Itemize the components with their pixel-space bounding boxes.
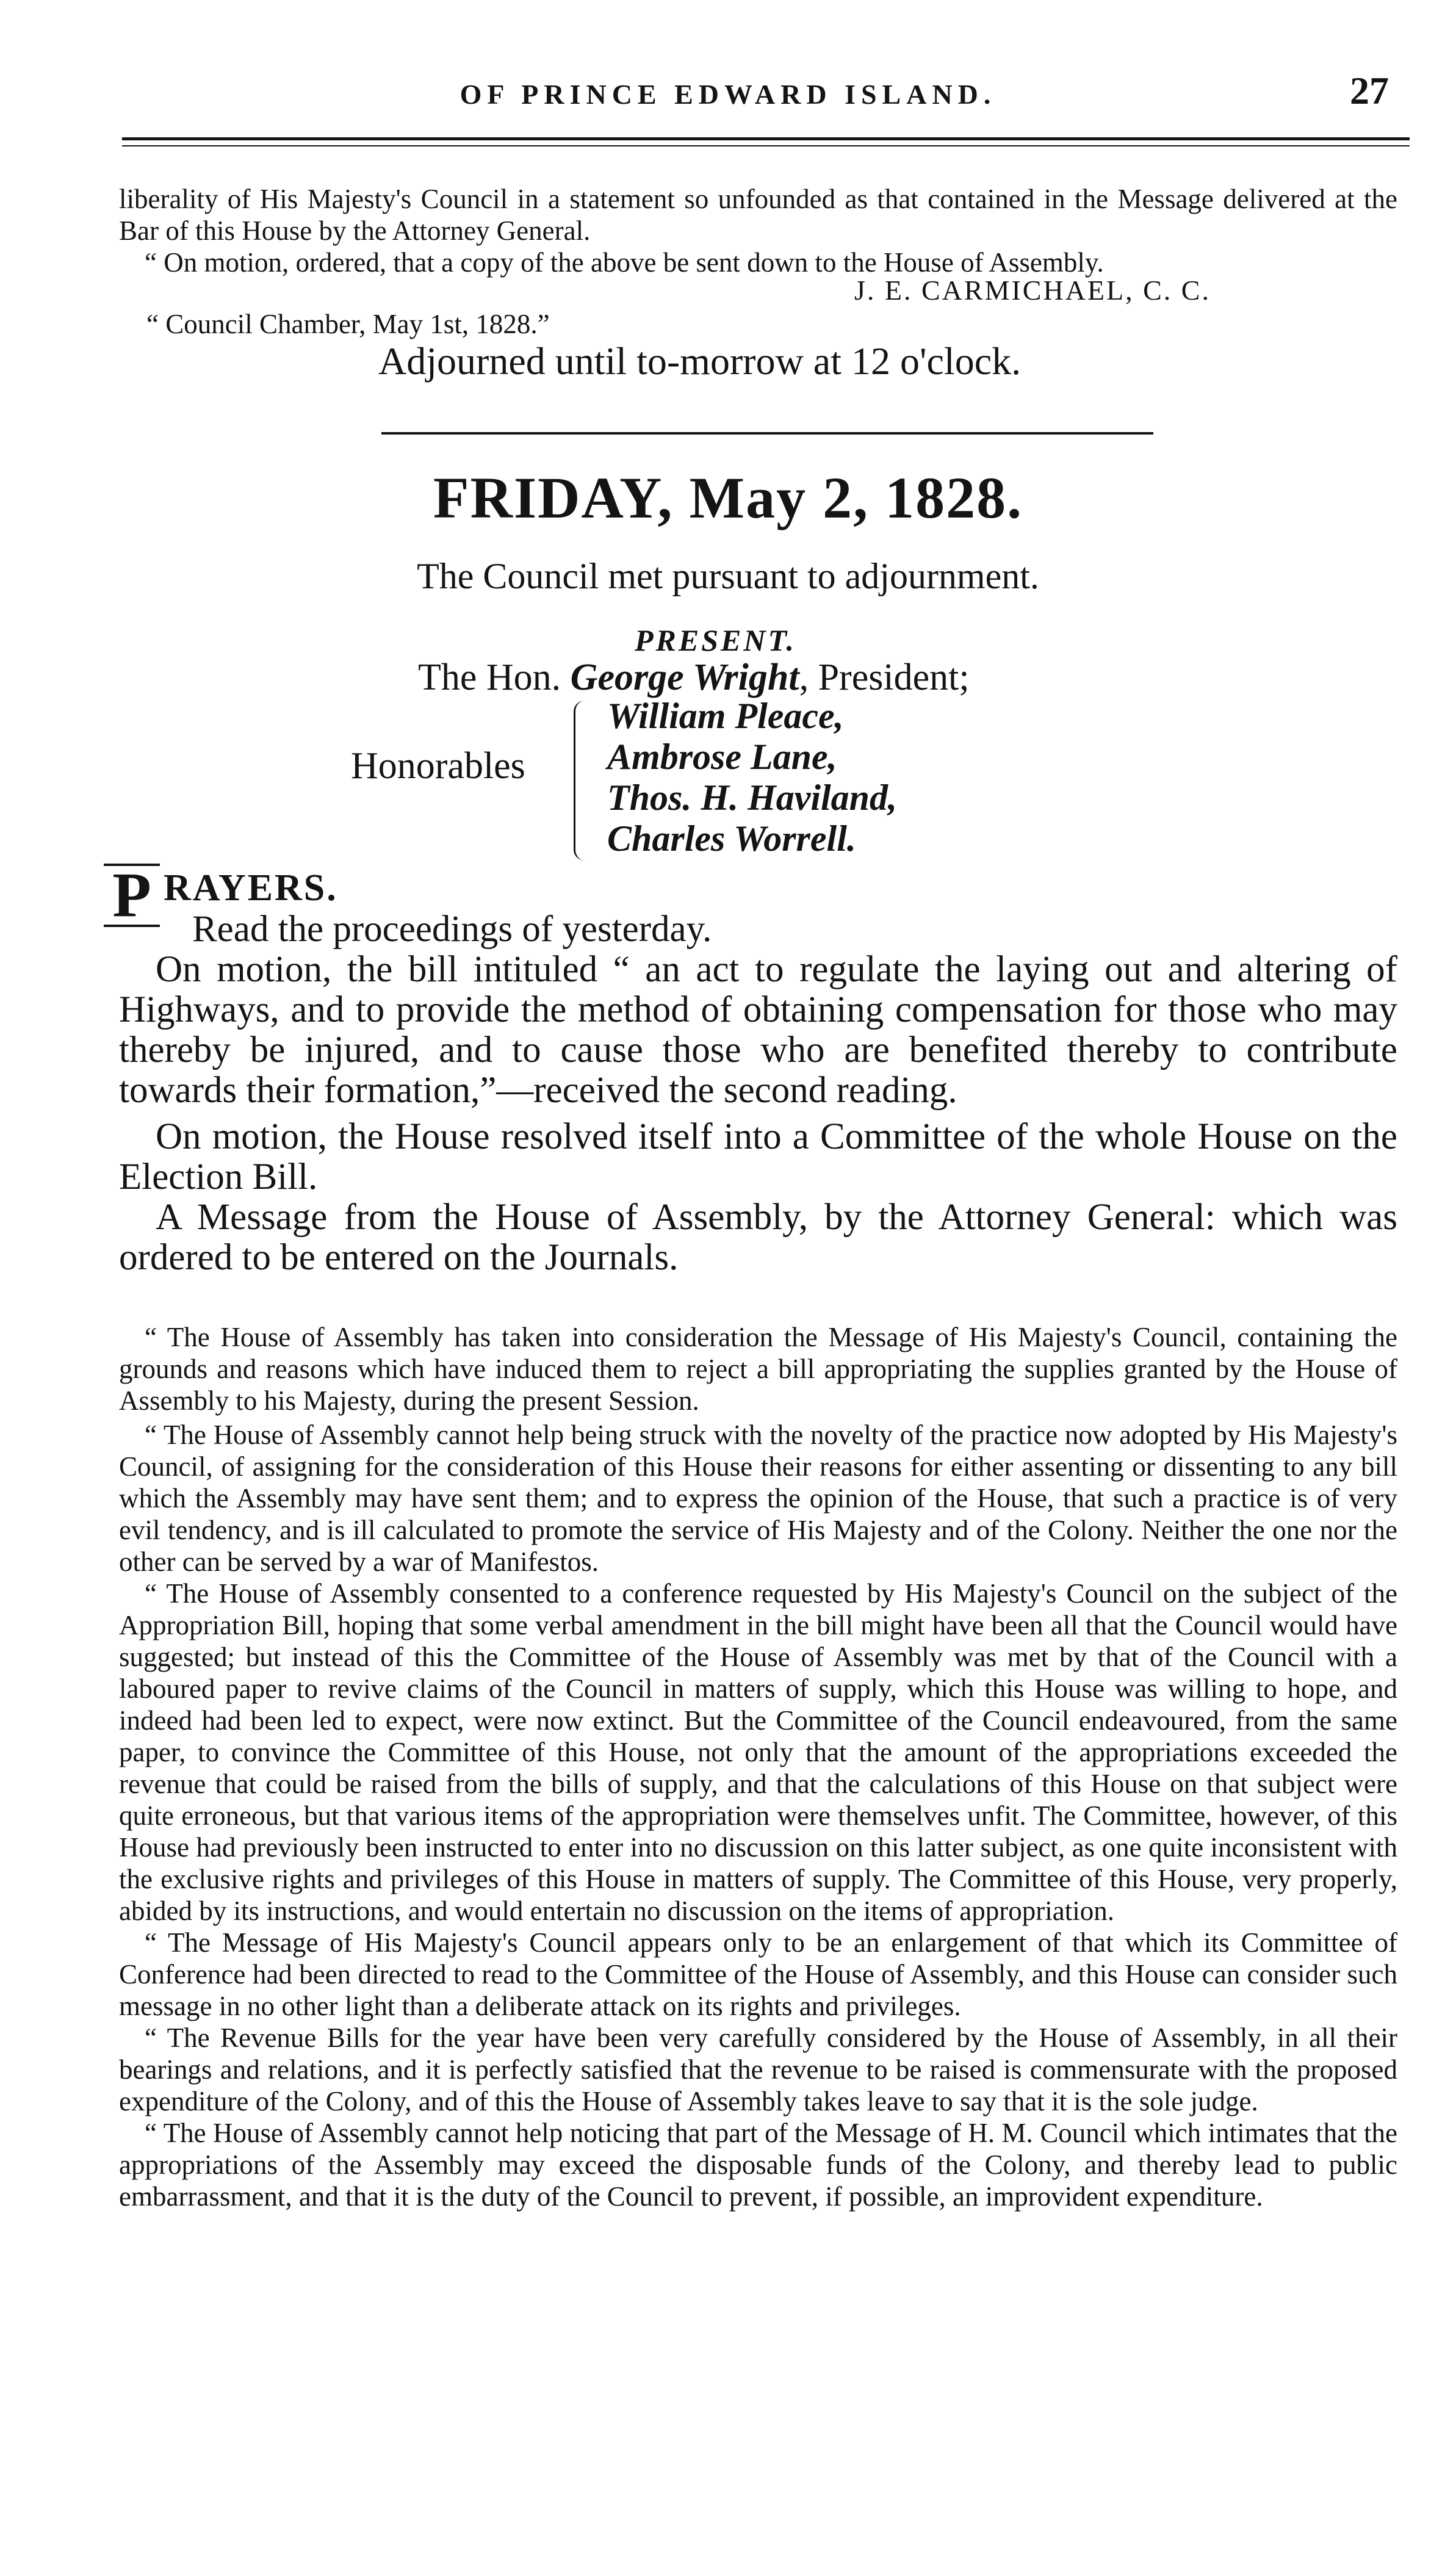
carryover-paragraph: liberality of His Majesty's Council in a statement so unfounded as that contained in the Message delivered at the Bar of this House by the Attorney General. — [119, 184, 1397, 246]
message-intro: A Message from the House of Assembly, by the Attorney General: which was ordered to be entered on the Journals. — [119, 1197, 1397, 1278]
read-proceedings: Read the proceedings of yesterday. — [192, 909, 712, 950]
members-list — [607, 696, 897, 859]
message-paragraph: “ The House of Assembly has taken into consideration the Message of His Majesty's Council, containing the grounds and reasons which have induced them to reject a bill appropriating the supplies granted by the House of Assembly to his Majesty, during the present Session. — [119, 1322, 1397, 1416]
message-paragraph: “ The House of Assembly cannot help being struck with the novelty of the practice now adopted by His Majesty's Council, of assigning for the consideration of this House their reasons for either assenting or dissenting to any bill which the Assembly may have sent them; and to express the opinion of the House, that such a practice is of very evil tendency, and is ill calculated to promote the service of His Majesty and of the Colony. Neither the one nor the other can be served by a war of Manifestos. — [119, 1420, 1397, 1577]
header-rule — [122, 137, 1410, 146]
prayers-heading: RAYERS. — [164, 867, 338, 909]
president-name: George Wright — [570, 657, 799, 698]
adjournment-notice: Adjourned until to-morrow at 12 o'clock. — [378, 339, 1022, 383]
carryover-text — [119, 183, 1397, 278]
message-paragraph: “ The Revenue Bills for the year have been very carefully considered by the House of Assembly, in all their bearings and relations, and it is perfectly satisfied that the revenue to be raised is commensurate with the proposed expenditure of the Colony, and of this the House of Assembly takes leave to say that it is the sole judge. — [119, 2023, 1397, 2116]
council-met-line: The Council met pursuant to adjournment. — [417, 556, 1039, 596]
message-paragraph: “ The House of Assembly cannot help noticing that part of the Message of H. M. Council which intimates that the appropriations of the Assembly may exceed the disposable funds of the Colony, and thereby lead to public embarrassment, and that it is the duty of the Council to prevent, if possible, an improvident expenditure. — [119, 2118, 1397, 2212]
running-title: OF PRINCE EDWARD ISLAND. — [460, 79, 996, 110]
president-suffix: , President; — [799, 657, 970, 698]
members-brace — [574, 701, 589, 861]
member-name: Ambrose Lane, — [607, 737, 837, 777]
present-label: PRESENT. — [635, 623, 796, 657]
message-paragraph: “ The House of Assembly consented to a conference requested by His Majesty's Council on the subject of the Appropriation Bill, hoping that some verbal amendment in the bill might have been all that the Council would have suggested; but instead of this the Committee of the House of Assembly was met by that of the Council with a laboured paper to revive claims of the Council in matters of supply, which this House was willing to hope, and indeed had been led to expect, were now extinct. But the Committee of the Council endeavoured, from the same paper, to convince the Committee of this House, not only that the amount of the appropriations exceeded the revenue that could be raised from the bills of supply, and that the calculations of this House on that subject were quite erroneous, but that various items of the appropriation were themselves unfit. The Committee, however, of this House had previously been instructed to enter into no discussion on this latter subject, as one quite inconsistent with the exclusive rights and privileges of this House in matters of supply. The Committee of this House, very properly, abided by its instructions, and would entertain no discussion on the items of appropriation. — [119, 1578, 1397, 1926]
message-paragraph: “ The Message of His Majesty's Council appears only to be an enlargement of that which its Committee of Conference had been directed to read to the Committee of the House of Assembly, and this House can consider such message in no other light than a deliberate attack on its rights and privileges. — [119, 1927, 1397, 2021]
president-line — [418, 656, 970, 699]
session-date-heading: FRIDAY, May 2, 1828. — [433, 465, 1023, 530]
highways-bill-motion: On motion, the bill intituled “ an act to regulate the laying out and altering of Highways, and to provide the method of obtaining compensation for those who may thereby be injured, and to cause those who are benefited thereby to contribute towards their formation,”—received the second reading. — [119, 949, 1397, 1111]
section-divider — [381, 432, 1153, 435]
assembly-message — [119, 1321, 1397, 2212]
council-chamber-dateline: “ Council Chamber, May 1st, 1828.” — [146, 309, 550, 339]
drop-cap: P — [104, 864, 160, 927]
carryover-motion: “ On motion, ordered, that a copy of the above be sent down to the House of Assembly. — [145, 247, 1104, 278]
honorables-label: Honorables — [351, 745, 525, 787]
proceedings-text — [119, 909, 1397, 1278]
member-name: Thos. H. Haviland, — [607, 778, 898, 818]
clerk-signature: J. E. CARMICHAEL, C. C. — [854, 275, 1211, 306]
president-prefix: The Hon. — [418, 657, 561, 698]
member-name: William Pleace, — [607, 696, 844, 736]
election-bill-motion: On motion, the House resolved itself into a Committee of the whole House on the Election Bill. — [119, 1116, 1397, 1197]
member-name: Charles Worrell. — [607, 818, 856, 859]
page-number: 27 — [1350, 69, 1389, 112]
